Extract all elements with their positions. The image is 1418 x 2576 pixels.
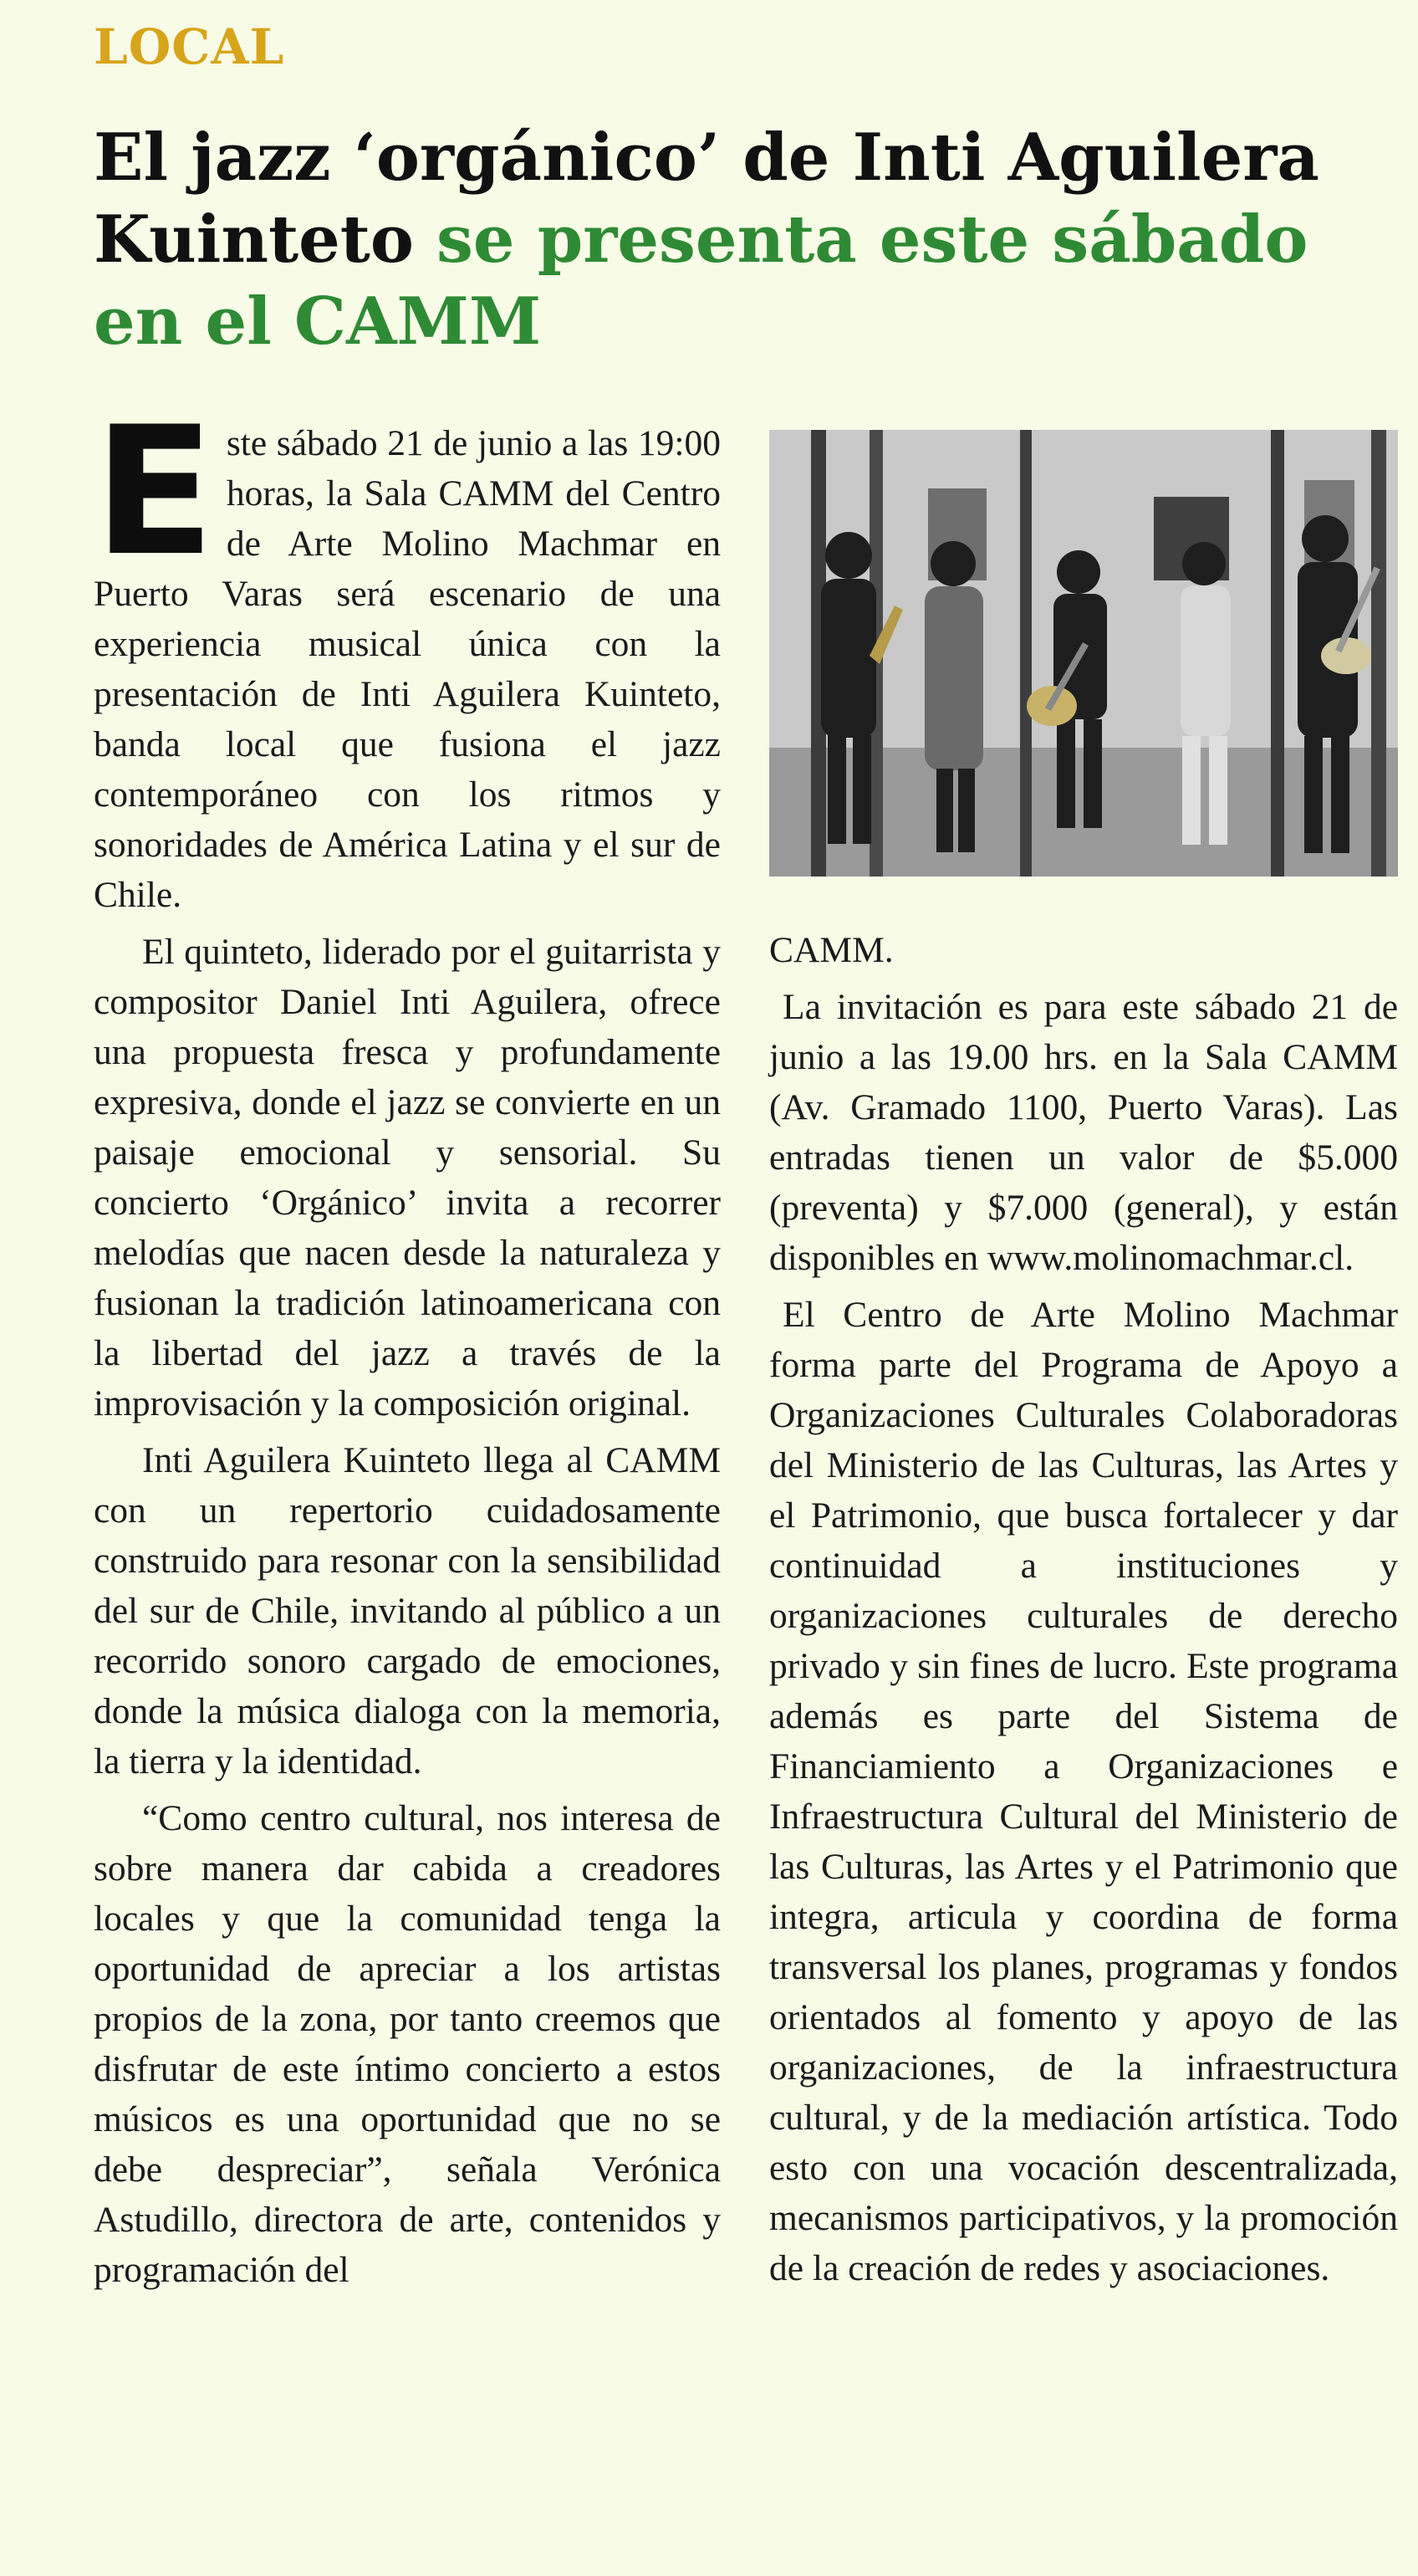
- headline-green: se presenta este sábado en el CAMM: [94, 202, 1308, 360]
- headline: [94, 117, 1364, 363]
- right-column: [769, 925, 1398, 2300]
- paragraph-4: “Como centro cultural, nos interesa de sobre manera dar cabida a creadores locales y que la comunidad tenga la oportunidad de apreciar a los artistas propios de la zona, por tanto creemos que disfrutar de este íntimo concierto a estos músicos es una oportunidad que no se debe despreciar”, señala Verónica Astudillo, directora de arte, contenidos y programación del: [94, 1798, 721, 2290]
- paragraph-1: [94, 388, 721, 920]
- paragraph-2: El quinteto, liderado por el guitarrista y compositor Daniel Inti Aguilera, ofrece una propuesta fresca y profundamente expresiva, donde el jazz se convierte en un paisaje emocional y sensorial. Su concierto ‘Orgánico’ invita a recorrer melodías que nacen desde la naturaleza y fusionan la tradición latinoamericana con la libertad del jazz a través de la improvisación y la composición original.: [94, 932, 721, 1423]
- paragraph-3: Inti Aguilera Kuinteto llega al CAMM con un repertorio cuidadosamente construido para resonar con la sensibilidad del sur de Chile, invitando al público a un recorrido sonoro cargado de emociones, donde la música dialoga con la memoria, la tierra y la identidad.: [94, 1440, 721, 1781]
- band-photo: [769, 430, 1398, 877]
- paragraph-1-text: ste sábado 21 de junio a las 19:00 horas, la Sala CAMM del Centro de Arte Molino Machmar en Puerto Varas será escenario de una experiencia musical única con la presentación de Inti Aguilera Kuinteto, banda local que fusiona el jazz contemporáneo con los ritmos y sonoridades de América Latina y el sur de Chile.: [94, 423, 721, 915]
- section-label: LOCAL: [94, 18, 285, 75]
- left-column: [94, 388, 721, 2302]
- paragraph-continuation: CAMM.: [769, 930, 894, 970]
- drop-cap: E: [94, 388, 215, 595]
- band-photo-illustration: [769, 430, 1398, 877]
- paragraph-invitation: La invitación es para este sábado 21 de junio a las 19.00 hrs. en la Sala CAMM (Av. Gramado 1100, Puerto Varas). Las entradas tienen un valor de $5.000 (preventa) y $7.000 (general), y están disponibles en www.molinomachmar.cl.: [769, 987, 1398, 1278]
- headline-black: El jazz ‘orgánico’ de Inti Aguilera Kuinteto: [94, 120, 1319, 278]
- paragraph-program: El Centro de Arte Molino Machmar forma parte del Programa de Apoyo a Organizaciones Culturales Colaboradoras del Ministerio de las Culturas, las Artes y el Patrimonio, que busca fortalecer y dar continuidad a instituciones y organizaciones culturales de derecho privado y sin fines de lucro. Este programa además es parte del Sistema de Financiamiento a Organizaciones e Infraestructura Cultural del Ministerio de las Culturas, las Artes y el Patrimonio que integra, articula y coordina de forma transversal los planes, programas y fondos orientados al fomento y apoyo de las organizaciones, de la infraestructura cultural, y de la mediación artística. Todo esto con una vocación descentralizada, mecanismos participativos, y la promoción de la creación de redes y asociaciones.: [769, 1295, 1398, 2288]
